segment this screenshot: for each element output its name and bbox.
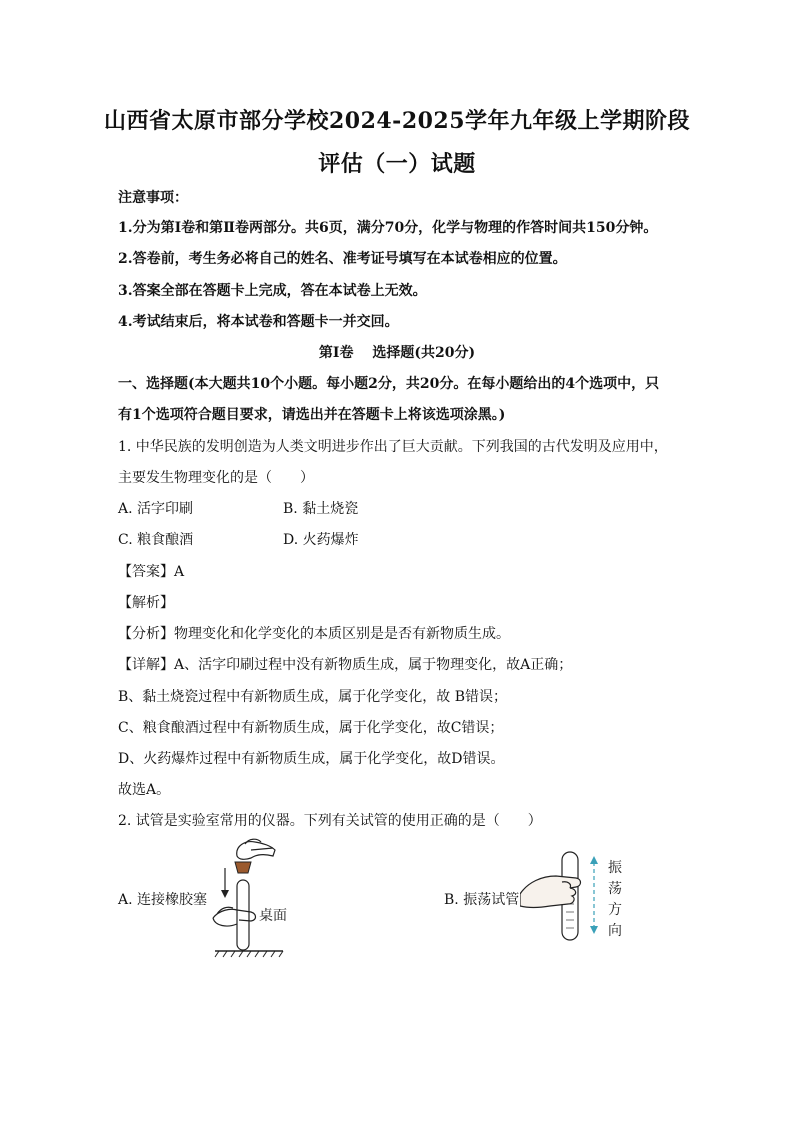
up-down-arrow-icon [590, 856, 598, 934]
q1-option-a: A. 活字印刷 [118, 501, 194, 517]
shake-direction-label: 向 [608, 923, 622, 939]
shake-direction-label: 方 [608, 902, 622, 918]
hand-top-icon [237, 839, 275, 859]
shake-direction-label: 振 [608, 860, 622, 876]
section-instruction: 一、选择题(本大题共10个小题。每小题2分，共20分。在每小题给出的4个选项中，只 [118, 376, 660, 392]
table-label: 桌面 [259, 908, 287, 924]
exam-title-line1: 山西省太原市部分学校2024-2025学年九年级上学期阶段 [103, 108, 691, 134]
shake-direction-label: 荡 [608, 881, 622, 897]
notice-item: 1.分为第Ⅰ卷和第Ⅱ卷两部分。共6页，满分70分，化学与物理的作答时间共150分钟。 [118, 220, 658, 236]
rubber-stopper-icon [235, 862, 251, 873]
notice-heading: 注意事项： [118, 190, 188, 206]
q1-fenxi: 【分析】物理变化和化学变化的本质区别是是否有新物质生成。 [118, 626, 510, 642]
q2-option-b: B. 振荡试管 [444, 892, 520, 908]
q1-detail: C、粮食酿酒过程中有新物质生成，属于化学变化，故C错误； [118, 720, 504, 736]
test-tube-icon [237, 880, 249, 950]
q1-analysis-label: 【解析】 [118, 595, 174, 611]
liquid-marks [566, 904, 574, 928]
notice-item: 3.答案全部在答题卡上完成，答在本试卷上无效。 [118, 283, 427, 299]
q1-detail: 【详解】A、活字印刷过程中没有新物质生成，属于物理变化，故A正确； [118, 657, 573, 673]
notice-item: 4.考试结束后，将本试卷和答题卡一并交回。 [118, 314, 399, 330]
q1-conclusion: 故选A。 [118, 782, 171, 798]
hand-shaking-icon [520, 876, 581, 908]
table-hatching [215, 951, 283, 957]
q1-detail: B、黏土烧瓷过程中有新物质生成，属于化学变化，故 B错误； [118, 689, 508, 705]
q2-stem: 2. 试管是实验室常用的仪器。下列有关试管的使用正确的是（ ） [118, 813, 542, 829]
down-arrow-icon [221, 868, 229, 898]
q1-answer: 【答案】A [118, 564, 185, 580]
notice-item: 2.答卷前，考生务必将自己的姓名、准考证号填写在本试卷相应的位置。 [118, 251, 567, 267]
q1-option-c: C. 粮食酿酒 [118, 532, 194, 548]
exam-title-line2: 评估（一）试题 [318, 151, 476, 177]
q2-option-a: A. 连接橡胶塞 [118, 892, 208, 908]
q1-option-b: B. 黏土烧瓷 [283, 501, 359, 517]
q1-stem: 1. 中华民族的发明创造为人类文明进步作出了巨大贡献。下列我国的古代发明及应用中， [118, 439, 668, 455]
q1-stem: 主要发生物理变化的是（ ） [118, 470, 314, 486]
q2-figure-a [205, 836, 315, 958]
q2-figure-b [520, 848, 630, 944]
q1-detail: D、火药爆炸过程中有新物质生成，属于化学变化，故D错误。 [118, 751, 505, 767]
section-title: 第Ⅰ卷 选择题(共20分) [318, 345, 476, 361]
q1-option-d: D. 火药爆炸 [283, 532, 359, 548]
section-instruction: 有1个选项符合题目要求，请选出并在答题卡上将该选项涂黑。) [118, 407, 506, 423]
